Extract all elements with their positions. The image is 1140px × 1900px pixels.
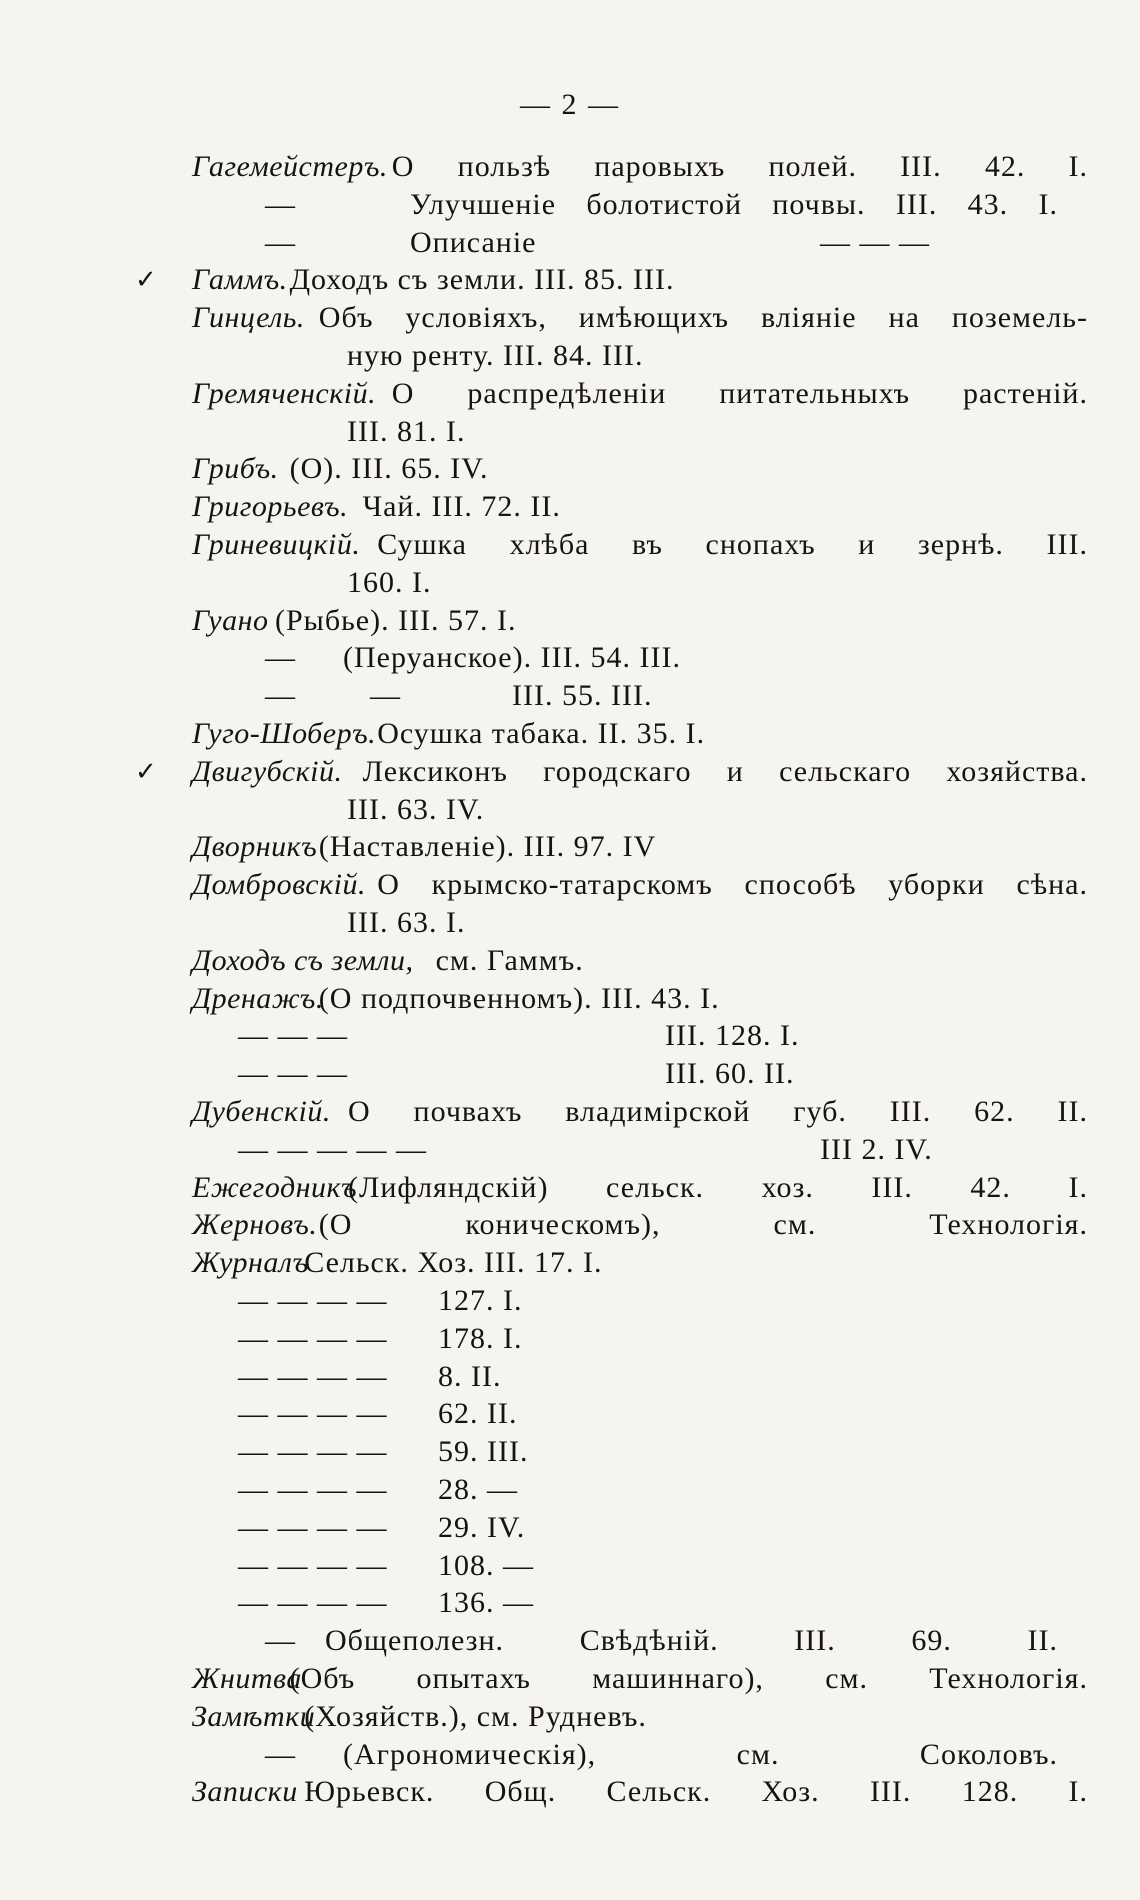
index-line: [0, 1171, 1140, 1205]
ditto-dashes: — — — —: [238, 1321, 388, 1355]
entry-continuation: ную ренту. III. 84. III.: [347, 339, 644, 372]
entry-text: 8. II.: [438, 1359, 502, 1393]
entry-text: (Агрономическія), см. Соколовъ.: [343, 1737, 1058, 1771]
entry-text: (Наставленіе). III. 97. IV: [318, 830, 657, 864]
entry-text: Лексиконъ городскаго и сельскаго хозяйства.: [362, 754, 1088, 788]
entry-author: Жерновъ.: [192, 1208, 318, 1242]
ditto-dash: —: [265, 225, 296, 259]
index-line: [0, 1019, 1140, 1053]
index-line: [0, 1624, 1140, 1658]
entry-author: Домбровскій.: [192, 868, 366, 902]
ditto-dashes: — — — —: [238, 1359, 388, 1393]
ditto-dash: —: [265, 1737, 296, 1771]
entry-author: Дубенскій.: [192, 1095, 331, 1128]
entry-text: 59. III.: [438, 1435, 529, 1469]
ditto-dashes: — — — —: [238, 1284, 388, 1317]
index-line: [0, 944, 1140, 978]
ditto-dash: —: [265, 1624, 296, 1658]
entry-text: 136. —: [438, 1586, 534, 1620]
ditto-dashes: — — —: [238, 1019, 348, 1053]
entry-text: 127. I.: [438, 1284, 523, 1317]
index-line: [0, 1360, 1140, 1394]
entry-author: Григорьевъ.: [192, 490, 349, 524]
entry-text: (О коническомъ), см. Технологія.: [318, 1208, 1088, 1242]
entry-text: Сушка хлѣба въ снопахъ и зернѣ. III.: [377, 528, 1088, 561]
entry-author: Гуго-Шоберъ.: [192, 717, 377, 750]
index-line: [0, 1775, 1140, 1809]
entry-text: Чай. III. 72. II.: [362, 490, 561, 524]
entry-text: см. Гаммъ.: [435, 943, 584, 977]
entry-text: (Лифляндскій) сельск. хоз. III. 42. I.: [348, 1170, 1088, 1204]
index-line: [0, 1473, 1140, 1507]
index-line: [0, 1057, 1140, 1091]
margin-mark: ✓: [135, 265, 157, 295]
ditto-dashes: — — — —: [238, 1435, 388, 1469]
entry-author: Грибъ.: [192, 452, 279, 486]
entry-continuation: 160. I.: [347, 565, 432, 599]
entry-author: Ежегодникъ: [192, 1170, 358, 1204]
entry-text: Описаніе: [410, 225, 537, 259]
entry-text: 29. IV.: [438, 1510, 526, 1544]
entry-text: Объ условіяхъ, имѣющихъ вліяніе на поземель-: [318, 301, 1088, 335]
entry-author: Записки: [192, 1775, 298, 1809]
entry-author: Журналъ: [192, 1246, 309, 1280]
ditto-dashes: — — — — —: [238, 1132, 427, 1166]
index-line: [0, 415, 1140, 449]
entry-text: Юрьевск. Общ. Сельск. Хоз. III. 128. I.: [304, 1775, 1088, 1809]
entry-text: III. 55. III.: [512, 679, 653, 713]
entry-author: Гриневицкій.: [192, 528, 361, 561]
entry-author: Дворникъ: [192, 830, 318, 864]
entry-text: Осушка табака. II. 35. I.: [377, 717, 706, 750]
index-line: [0, 906, 1140, 940]
entry-text: Улучшеніе болотистой почвы. III. 43. I.: [410, 187, 1058, 221]
index-line: [0, 1662, 1140, 1696]
index-line: [0, 1095, 1140, 1129]
entry-text: III. 128. I.: [665, 1019, 800, 1053]
entry-text: 28. —: [438, 1473, 518, 1506]
entry-text: III. 60. II.: [665, 1057, 795, 1091]
index-line: [0, 452, 1140, 486]
ditto-dashes: — — — —: [238, 1397, 388, 1431]
index-line: [0, 490, 1140, 524]
entry-text: (Рыбье). III. 57. I.: [275, 603, 517, 637]
index-line: [0, 188, 1140, 222]
index-line: [0, 717, 1140, 751]
index-line: [0, 1208, 1140, 1242]
ditto-dashes: — — —: [820, 225, 930, 259]
entry-author: Гагемейстеръ.: [192, 150, 388, 183]
index-line: [0, 830, 1140, 864]
index-line: [0, 641, 1140, 675]
ditto-dashes: — — — —: [238, 1586, 388, 1620]
ditto-dash: —: [265, 641, 296, 675]
index-line: [0, 1246, 1140, 1280]
index-line: [0, 1284, 1140, 1318]
index-line: [0, 528, 1140, 562]
index-line: [0, 1700, 1140, 1734]
entry-continuation: III. 81. I.: [347, 414, 466, 448]
index-line: [0, 1586, 1140, 1620]
entry-text: 108. —: [438, 1548, 534, 1582]
entry-text: О распредѣленіи питательныхъ растеній.: [391, 376, 1088, 410]
entry-text: 62. II.: [438, 1397, 518, 1431]
entry-text: (Объ опытахъ машиннаго), см. Технологія.: [289, 1662, 1088, 1695]
index-line: [0, 1322, 1140, 1356]
entry-text: О почвахъ владимірской губ. III. 62. II.: [348, 1095, 1088, 1128]
entry-text: III 2. IV.: [820, 1132, 933, 1166]
entry-text: Доходъ съ земли. III. 85. III.: [289, 263, 675, 297]
index-line: [0, 150, 1140, 184]
entry-text: Общеполезн. Свѣдѣній. III. 69. II.: [325, 1624, 1058, 1658]
entry-text: (Перуанское). III. 54. III.: [343, 641, 682, 675]
index-line: [0, 339, 1140, 373]
entry-author: Гинцель.: [192, 301, 305, 335]
entry-author: Жнитва: [192, 1662, 302, 1695]
index-line: [0, 679, 1140, 713]
ditto-dashes: — — — —: [238, 1510, 388, 1544]
margin-mark: ✓: [135, 756, 157, 786]
ditto-dashes: — — — —: [238, 1548, 388, 1582]
index-line: [0, 263, 1140, 297]
page-number: — 2 —: [520, 88, 620, 121]
ditto-dash: —: [265, 679, 296, 713]
entry-text: О крымско-татарскомъ способѣ уборки сѣна.: [377, 868, 1088, 902]
index-line: [0, 755, 1140, 789]
index-line: [0, 793, 1140, 827]
index-line: [0, 982, 1140, 1016]
entry-author: Двигубскій.: [192, 754, 343, 788]
index-line: [0, 1397, 1140, 1431]
index-line: [0, 1511, 1140, 1545]
entry-author: Гаммъ.: [192, 263, 288, 297]
ditto-dash: —: [370, 679, 401, 713]
ditto-dashes: — — — —: [238, 1473, 388, 1506]
entry-text: 178. I.: [438, 1321, 523, 1355]
entry-author: Дренажъ.: [192, 981, 324, 1015]
index-line: [0, 1435, 1140, 1469]
index-line: [0, 566, 1140, 600]
index-line: [0, 1738, 1140, 1772]
ditto-dashes: — — —: [238, 1057, 348, 1091]
entry-author: Гуано: [192, 603, 269, 637]
entry-text: О пользѣ паровыхъ полей. III. 42. I.: [391, 150, 1088, 183]
index-line: [0, 1549, 1140, 1583]
index-line: [0, 604, 1140, 638]
entry-text: (О). III. 65. IV.: [289, 452, 489, 486]
index-line: [0, 226, 1140, 260]
entry-author: Замѣтки: [192, 1699, 316, 1733]
entry-text: (Хозяйств.), см. Рудневъ.: [304, 1699, 647, 1733]
entry-continuation: III. 63. I.: [347, 906, 466, 939]
entry-continuation: III. 63. IV.: [347, 792, 485, 826]
entry-text: (О подпочвенномъ). III. 43. I.: [318, 981, 720, 1015]
ditto-dash: —: [265, 187, 296, 221]
index-line: [0, 377, 1140, 411]
index-line: [0, 1133, 1140, 1167]
index-line: [0, 868, 1140, 902]
index-line: [0, 301, 1140, 335]
entry-text: Сельск. Хоз. III. 17. I.: [304, 1246, 603, 1280]
entry-author: Гремяченскій.: [192, 376, 377, 410]
entry-author: Доходъ съ земли,: [192, 943, 414, 977]
